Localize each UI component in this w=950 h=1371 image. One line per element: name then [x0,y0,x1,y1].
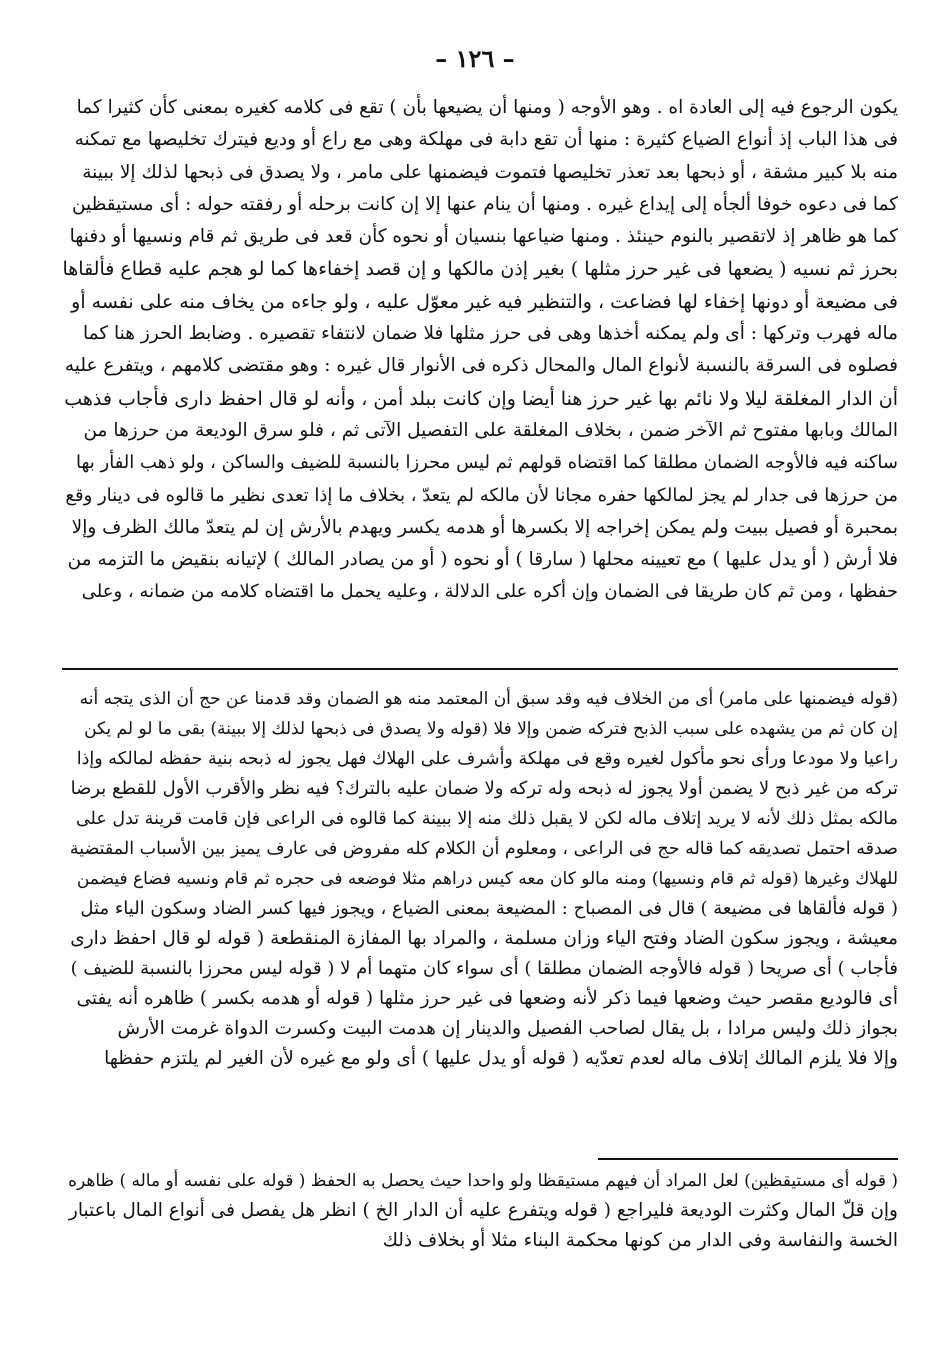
main-text-line: أن الدار المغلقة ليلا ولا نائم بها غير حرز هنا أيضا وإن كانت ببلد أمن ، وأنه لو قال احفظ دارى فأجاب فذهب [64,387,898,410]
main-text-line: المالك وبابها مفتوح ثم الآخر ضمن ، بخلاف المغلقة على التفصيل الآتى ثم ، فلو سرق الوديعة من حرزها من [83,419,898,441]
main-text-line: بمحبرة أو فصيل ببيت ولم يمكن إخراجه إلا بكسرها أو هدمه يكسر ويهدم بالأرش إن لم يتعدّ مالك الظرف وإلا [71,516,898,538]
footnote-line: تركه من غير ذبح لا يضمن أولا يجوز له ذبحه وله تركه ولا ضمان عليه بالترك؟ فيه نظر والأقرب الأول للقطع برضا [70,778,898,799]
main-text-line: فصلوه فى السرقة بالنسبة لأنواع المال والمحال ذكره فى الأنوار قال غيره : وهو مقتضى كلامهم ، ويتفرع عليه [64,355,898,377]
footnote-line: صدقه احتمل تصديقه كما قاله حج فى الراعى ، ومعلوم أن الكلام كله مفروض فى عارف يميز بين الأسباب المقتضية [69,839,898,859]
footnote-divider-primary [62,668,898,670]
footnote-line: مالكه بمثل ذلك لأنه لا يريد إتلاف ماله لكن لا يقبل ذلك منه إلا ببينة كما قالوه فى الراعى فإن قامت قرينة تدل على [75,809,898,829]
footnote-line: وإن قلّ المال وكثرت الوديعة فليراجع ( قوله ويتفرع عليه أن الدار الخ ) انظر هل يفصل فى أنواع المال باعتبار [68,1200,898,1221]
footnote-line: للهلاك وغيرها (قوله ثم قام ونسيها) ومنه مالو كان معه كيس دراهم مثلا فوضعه فى حجره ثم قام ونسيه فضاع فيضمن [76,869,898,889]
page-number: – ١٢٦ – [435,44,515,73]
footnote-line: بجواز ذلك وليس مرادا ، بل يقال لصاحب الفصيل والدينار إن هدمت البيت وكسرت الدواة غرمت الأرش [117,1018,898,1039]
main-text-line: كما فى دعوه خوفا ألجأه إلى إيداع غيره . ومنها أن ينام عنها إلا إن كانت برحله أو رفقته حوله : أى مستيقظين [71,193,898,215]
main-text [62,92,898,609]
main-text-line: فلا أرش ( أو يدل عليها ) مع تعيينه محلها ( سارقا ) أو نحوه ( أو من يصادر المالك ) لإتيانه بنقيض ما التزمه من [67,549,898,571]
main-text-line: فى هذا الباب إذ أنواع الضياع كثيرة : منها أن تقع دابة فى مهلكة وهى مع راع أو وديع فيترك تخليصها مع تمكنه [74,129,898,151]
main-text-line: ساكنه فيه فالأوجه الضمان مطلقا كما اقتضاه قولهم ثم ليس محرزا بالنسبة للضيف والساكن ، ولو ذهب الفأر بها [76,452,898,474]
main-text-line: حفظها ، ومن ثم كان طريقا فى الضمان وإن أكره على الدلالة ، وعليه يحمل ما اقتضاه كلامه من ضمانه ، وعلى [81,581,898,603]
main-text-line: من حرزها فى جدار لم يجز لمالكها حفره مجانا لأن مالكه لم يتعدّ ، بخلاف ما إذا تعدى نظير ما قالوه فى دينار وقع [65,484,898,506]
main-text-line: كما هو ظاهر إذ لاتقصير بالنوم حينئذ . ومنها ضياعها بنسيان أو نحوه كأن قعد فى طريق ثم قام ونسيها أو دفنها [69,226,898,248]
footnote-divider-secondary [598,1158,898,1160]
footnotes-primary [62,684,898,1074]
main-text-line: ماله فهرب وتركها : أى ولم يمكنه أخذها وهى فى حرز مثلها فلا ضمان لانتفاء تقصيره . وضابط الحرز هنا كما [82,323,898,345]
main-text-line: يكون الرجوع فيه إلى العادة اه . وهو الأوجه ( ومنها أن يضيعها بأن ) تقع فى كلامه كغيره بمعنى كأن كثيرا كما [76,97,898,118]
footnote-line: ( قوله فألقاها فى مضيعة ) قال فى المصباح : المضيعة بمعنى الضياع ، ويجوز فيها كسر الضاد وسكون الياء مثل [80,898,898,919]
footnote-line: (قوله فيضمنها على مامر) أى من الخلاف فيه وقد سبق أن المعتمد منه هو الضمان وقد قدمنا عن حج أن الذى يتجه أنه [79,689,898,709]
footnote-line: معيشة ، ويجوز سكون الضاد وفتح الياء وزان مسلمة ، والمراد بها المفازة المنقطعة ( قوله لو قال احفظ دارى [70,928,898,949]
footnote-line: فأجاب ) أى صريحا ( قوله فالأوجه الضمان مطلقا ) أى سواء كان متهما أم لا ( قوله ليس محرزا بالنسبة للضيف ) [70,958,898,979]
footnote-line: راعيا ولا مودعا ورأى نحو مأكول لغيره وقع فى مهلكة وأشرف على الهلاك فهل يجوز له ذبحه بنية حفظه لمالكه وإذا [76,749,898,769]
main-text-line: منه بلا كبير مشقة ، أو ذبحها بعد تعذر تخليصها فتموت فيضمنها على مامر ، ولا يصدق فى ذبحها لذلك إلا ببينة [82,161,898,183]
footnote-line: ( قوله أى مستيقظين) لعل المراد أن فيهم مستيقظا ولو واحدا حيث يحصل به الحفظ ( قوله على نفسه أو ماله ) ظاهره [68,1171,898,1191]
footnote-line: إن كان ثم من يشهده على سبب الذبح فتركه ضمن وإلا فلا (قوله ولا يصدق فى ذبحها لذلك إلا ببينة) بقى ما لو لم يكن [84,719,898,739]
footnotes-secondary [62,1166,898,1256]
footnote-line: الخسة والنفاسة وفى الدار من كونها محكمة البناء مثلا أو بخلاف ذلك [382,1230,898,1251]
footnote-line: أى فالوديع مقصر حيث وضعها فيما ذكر لأنه وضعها فى غير حرز مثلها ( قوله أو هدمه بكسر ) ظاهره أنه يفتى [76,988,898,1009]
main-text-line: فى مضيعة أو دونها إخفاء لها فضاعت ، والتنظير فيه غير معوّل عليه ، ولو جاءه من يخاف منه على نفسه أو [71,290,898,313]
main-text-line: بحرز ثم نسيه ( يضعها فى غير حرز مثلها ) بغير إذن مالكها و إن قصد إخفاءها كما لو هجم عليه قطاع فألقاها [62,258,898,281]
footnote-line: وإلا فلا يلزم المالك إتلاف ماله لعدم تعدّيه ( قوله أو يدل عليها ) أى ولو مع غيره لأن الغير لم يلتزم حفظها [104,1048,898,1069]
